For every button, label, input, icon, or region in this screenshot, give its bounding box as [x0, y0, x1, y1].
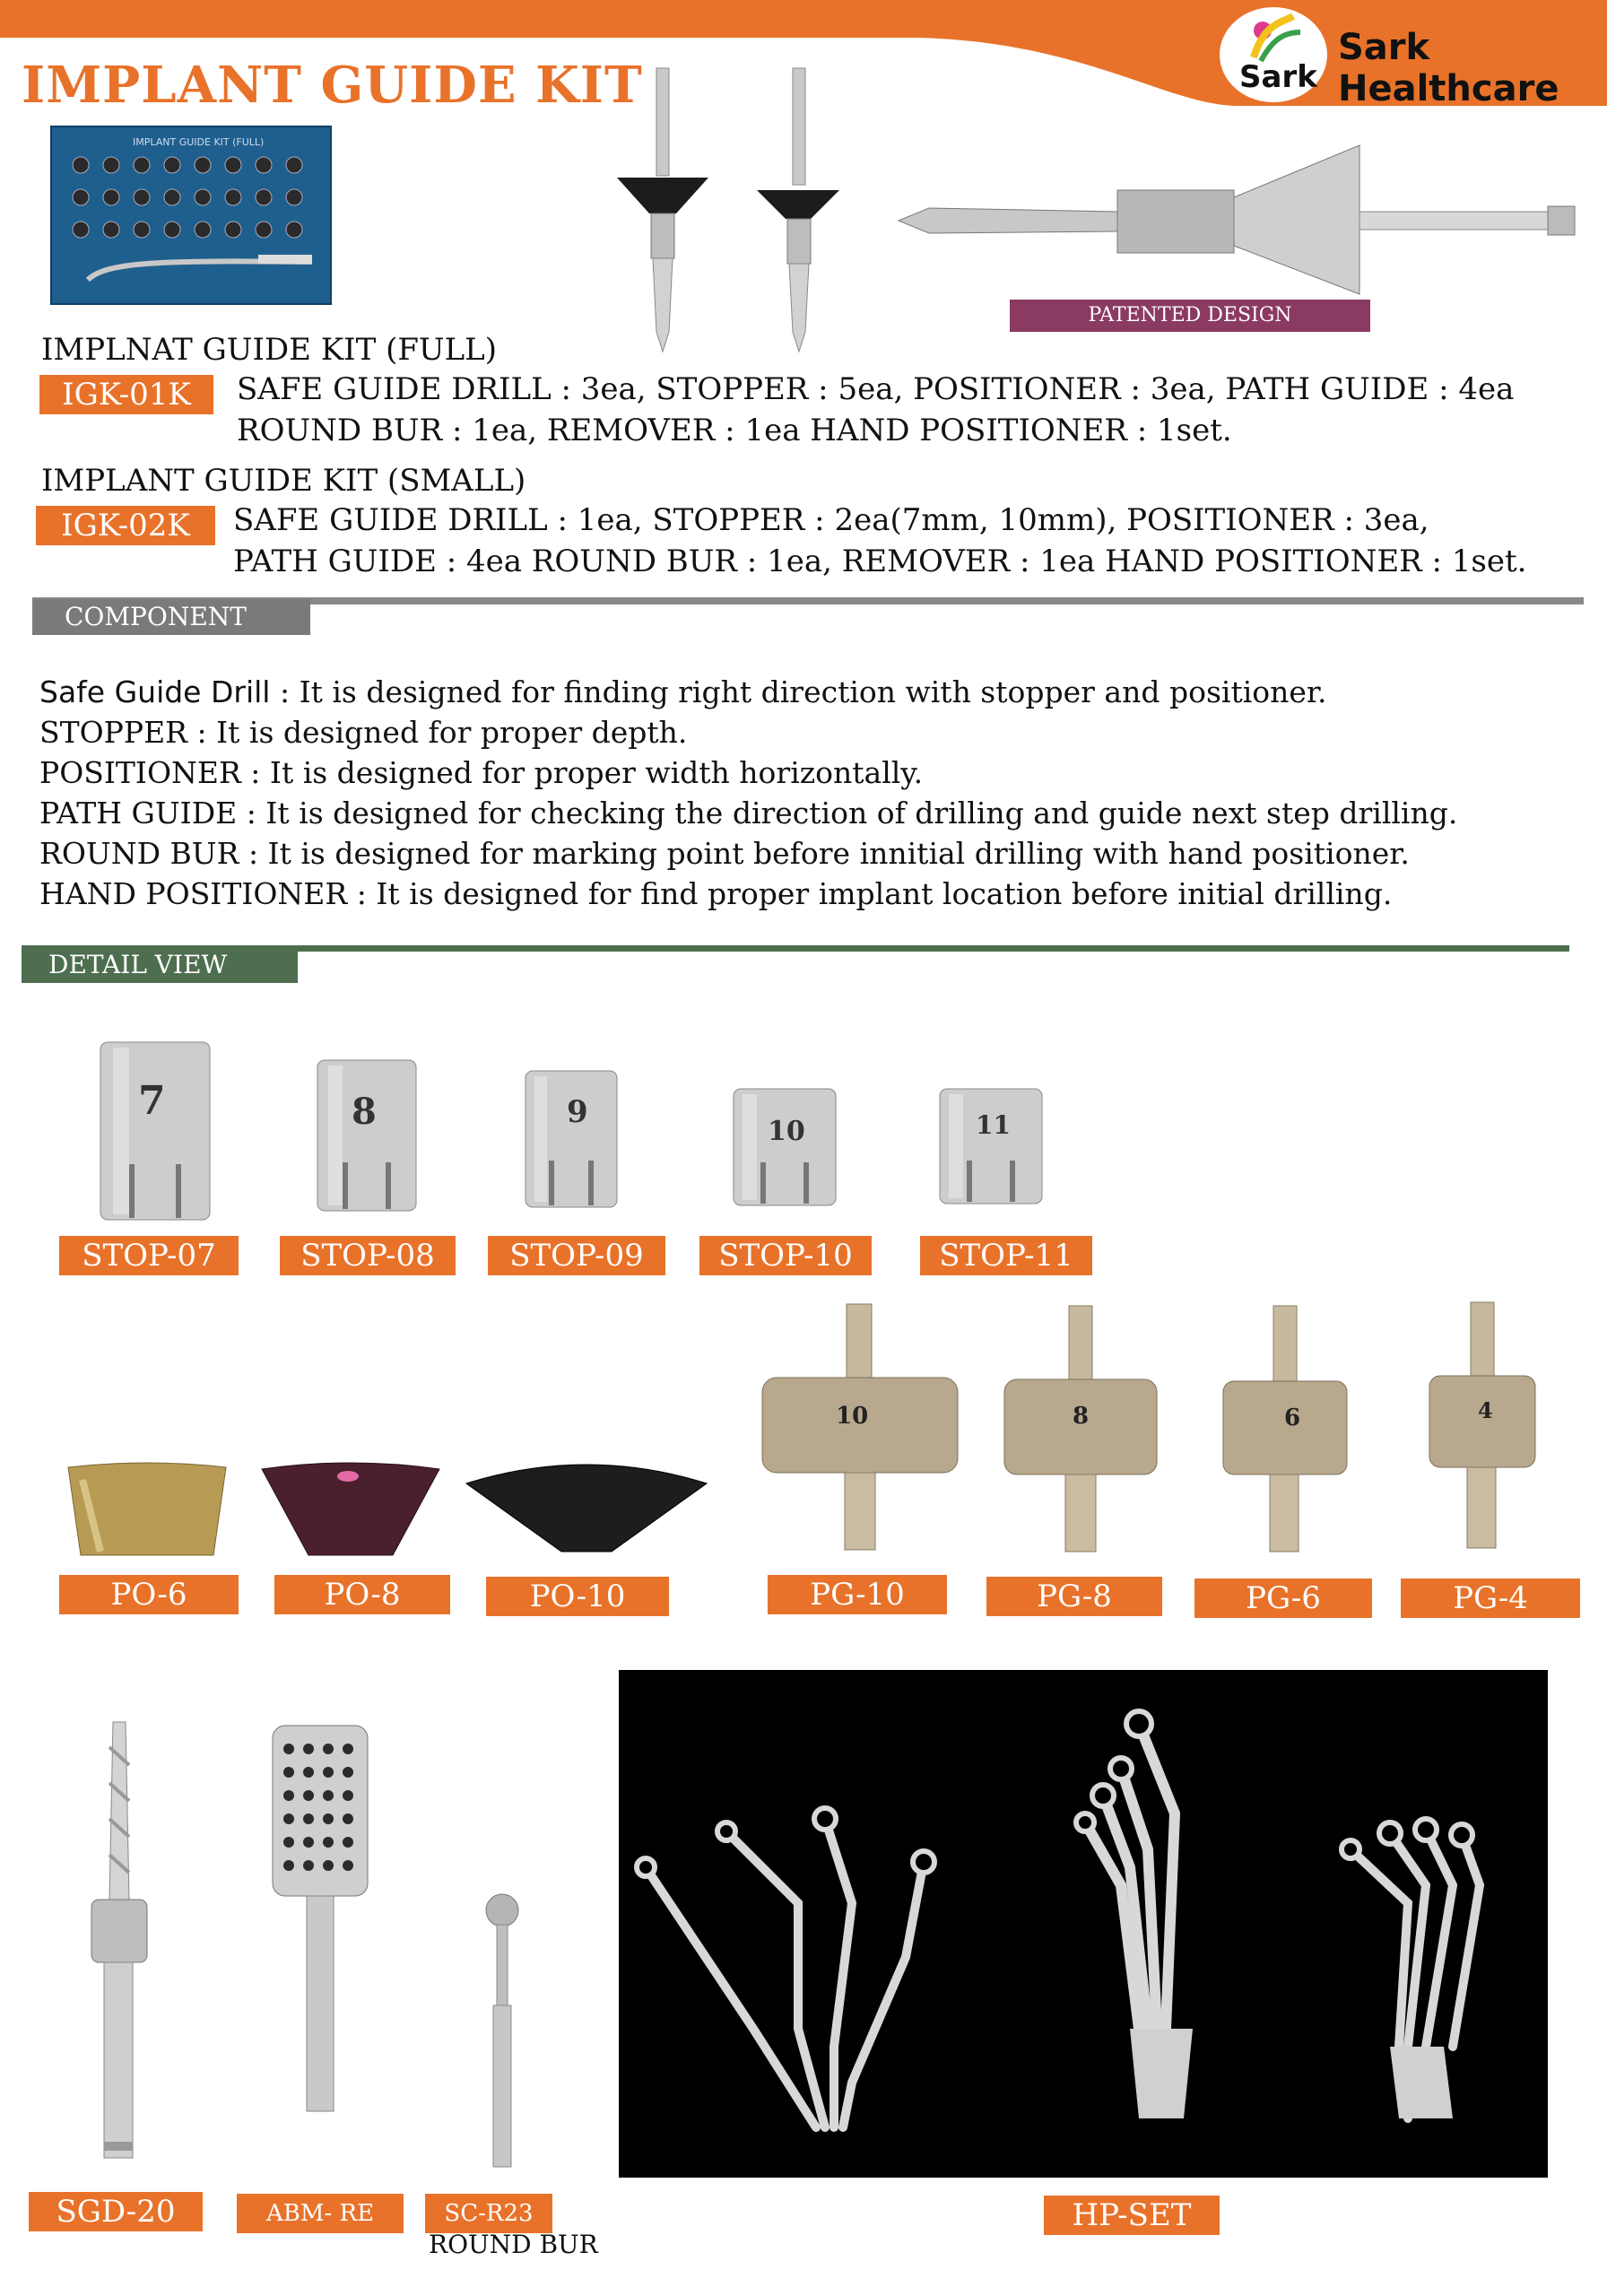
stopper-label: STOP-10 [699, 1236, 872, 1275]
component-desc: : It is designed for proper depth. [187, 715, 688, 750]
component-row [39, 755, 923, 790]
brand-name: Sark Healthcare [1338, 27, 1559, 109]
stopper-item [314, 1057, 420, 1214]
stopper-number: 9 [567, 1094, 588, 1130]
kit-full-heading: IMPLNAT GUIDE KIT (FULL) [41, 332, 498, 368]
kit-small-heading: IMPLANT GUIDE KIT (SMALL) [41, 463, 526, 499]
kit-small-line2: PATH GUIDE : 4ea ROUND BUR : 1ea, REMOVER : 1ea HAND POSITIONER : 1set. [233, 544, 1527, 579]
positioner-label: PO-10 [486, 1577, 669, 1616]
positioner-po-6 [65, 1462, 230, 1561]
component-name: STOPPER [39, 715, 188, 750]
section-detail: DETAIL VIEW [22, 947, 298, 983]
positioner-po-10 [463, 1457, 710, 1555]
page-title: IMPLANT GUIDE KIT [22, 56, 643, 115]
component-desc: : It is designed for find proper implant location before initial drilling. [347, 876, 1393, 911]
path-guide-label: PG-6 [1194, 1578, 1372, 1618]
patented-design-label: PATENTED DESIGN [1010, 300, 1370, 332]
path-guide-label: PG-4 [1401, 1578, 1580, 1618]
path-guide-item [1220, 1304, 1351, 1555]
component-desc: : It is designed for marking point before innitial drilling with hand positioner. [239, 836, 1410, 871]
kit-full-code: IGK-01K [39, 375, 213, 414]
safe-guide-drill [74, 1720, 163, 2169]
patented-drill [893, 144, 1593, 296]
component-name: PATH GUIDE [39, 796, 238, 831]
path-guide-number: 10 [836, 1403, 869, 1430]
round-bur [475, 1803, 529, 2179]
stopper-item [97, 1039, 213, 1223]
stopper-item [936, 1085, 1046, 1207]
kit-small-code: IGK-02K [36, 506, 215, 545]
positioner-label: PO-8 [274, 1575, 450, 1614]
component-name: HAND POSITIONER [39, 876, 348, 911]
stopper-number: 7 [138, 1078, 166, 1124]
round-bur-caption: ROUND BUR [429, 2230, 598, 2259]
component-name: POSITIONER [39, 755, 241, 790]
path-guide-number: 4 [1478, 1397, 1493, 1423]
path-guide-item [1001, 1304, 1160, 1555]
kit-case-photo [50, 126, 332, 305]
path-guide-label: PG-10 [768, 1575, 947, 1614]
component-row [39, 674, 1327, 709]
component-row [39, 796, 1457, 831]
sgd-label: SGD-20 [29, 2192, 203, 2231]
kit-full-line1: SAFE GUIDE DRILL : 3ea, STOPPER : 5ea, POSITIONER : 3ea, PATH GUIDE : 4ea [237, 371, 1515, 407]
kit-case-label: IMPLANT GUIDE KIT (FULL) [133, 136, 265, 148]
component-desc: : It is designed for finding right direction with stopper and positioner. [270, 674, 1327, 709]
path-guide-item [759, 1302, 961, 1553]
stopper-number: 8 [352, 1091, 377, 1133]
path-guide-item [1426, 1300, 1539, 1552]
stopper-label: STOP-11 [920, 1236, 1092, 1275]
stopper-item [730, 1085, 839, 1209]
path-guide-label: PG-8 [986, 1577, 1162, 1616]
brand-logo-text: Sark [1239, 59, 1317, 95]
brand-logo [1218, 5, 1329, 104]
kit-full-line2: ROUND BUR : 1ea, REMOVER : 1ea HAND POSITIONER : 1set. [237, 413, 1232, 448]
sc-label: SC-R23 [425, 2194, 552, 2233]
stopper-label: STOP-08 [280, 1236, 456, 1275]
component-row [39, 876, 1392, 911]
hp-set-label: HP-SET [1044, 2196, 1220, 2235]
abm-remover [267, 1722, 375, 2188]
positioner-label: PO-6 [59, 1575, 239, 1614]
path-guide-number: 6 [1284, 1405, 1301, 1431]
stopper-label: STOP-07 [59, 1236, 239, 1275]
positioner-po-8 [258, 1460, 443, 1559]
guide-drill-assembly-1 [610, 63, 717, 359]
stopper-label: STOP-09 [488, 1236, 665, 1275]
component-name: Safe Guide Drill [39, 674, 271, 709]
hand-positioner-photo [619, 1670, 1548, 2178]
component-desc: : It is designed for checking the direction of drilling and guide next step drilling. [237, 796, 1458, 831]
component-row [39, 836, 1410, 871]
guide-drill-assembly-2 [746, 63, 854, 359]
stopper-item [522, 1067, 621, 1211]
stopper-number: 10 [768, 1116, 805, 1147]
section-component: COMPONENT [32, 599, 310, 635]
component-name: ROUND BUR [39, 836, 239, 871]
kit-small-line1: SAFE GUIDE DRILL : 1ea, STOPPER : 2ea(7mm, 10mm), POSITIONER : 3ea, [233, 502, 1429, 538]
component-row [39, 715, 687, 750]
abm-label: ABM- RE [237, 2194, 404, 2233]
component-desc: : It is designed for proper width horizontally. [240, 755, 924, 790]
path-guide-number: 8 [1073, 1403, 1090, 1430]
stopper-number: 11 [976, 1110, 1011, 1140]
